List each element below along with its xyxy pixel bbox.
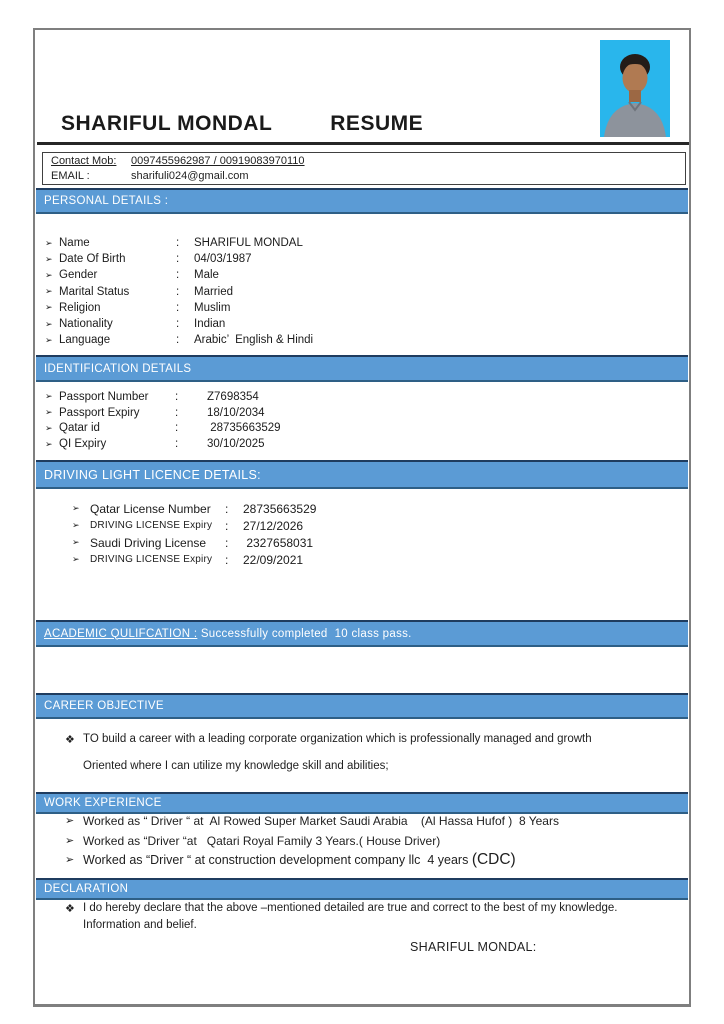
arrow-bullet-icon: ➢ [45,407,53,418]
contact-mobile-value: 0097455962987 / 00919083970110 [131,155,305,167]
academic-qualification-heading: ACADEMIC QULIFCATION : [44,627,198,640]
arrow-bullet-icon: ➢ [45,286,53,297]
contact-mobile-row [43,154,685,169]
arrow-bullet-icon: ➢ [72,554,80,564]
section-header-declaration [36,878,688,900]
driving-licence-list [35,500,685,568]
career-objective-line-1: ❖ TO build a career with a leading corporate organization which is professionally managed and growth [65,733,592,746]
contact-box [42,152,686,185]
arrow-bullet-icon: ➢ [65,815,75,827]
driving-licence-heading: DRIVING LIGHT LICENCE DETAILS: [44,467,261,482]
section-header-career-objective [36,693,688,719]
arrow-bullet-icon: ➢ [45,391,53,402]
arrow-bullet-icon: ➢ [72,520,80,530]
diamond-bullet-icon: ❖ [65,903,75,915]
career-objective-heading: CAREER OBJECTIVE [44,700,164,712]
list-item: ➢ Gender : Male [35,267,685,283]
career-objective-line-2: Oriented where I can utilize my knowledge skill and abilities; [83,760,389,772]
list-item: ➢ Name : SHARIFUL MONDAL [35,235,685,251]
list-item: ➢ Qatar License Number : 28735663529 [35,500,685,517]
list-item: ➢ DRIVING LICENSE Expiry : 27/12/2026 [35,517,685,534]
list-item: ➢ Nationality : Indian [35,316,685,332]
arrow-bullet-icon: ➢ [65,835,75,847]
section-header-academic-qualification [36,620,688,647]
profile-photo [600,40,670,137]
contact-email-row [43,169,685,184]
list-item: ➢ DRIVING LICENSE Expiry : 22/09/2021 [35,551,685,568]
work-experience-item: ➢ Worked as “Driver “ at construction development company llc 4 years (CDC) [65,851,516,868]
arrow-bullet-icon: ➢ [45,334,53,345]
list-item: ➢ Marital Status : Married [35,284,685,300]
arrow-bullet-icon: ➢ [65,854,75,866]
work-experience-item: ➢ Worked as “ Driver “ at Al Rowed Super Market Saudi Arabia (Al Hassa Hufof ) 8 Years [65,814,559,828]
arrow-bullet-icon: ➢ [45,422,53,433]
declaration-line-2: Information and belief. [83,919,197,931]
resume-label: RESUME [330,112,424,135]
list-item: ➢ QI Expiry : 30/10/2025 [35,436,685,452]
contact-email-value: sharifuli024@gmail.com [131,170,249,182]
arrow-bullet-icon: ➢ [72,503,80,513]
declaration-heading: DECLARATION [44,883,129,895]
document-title [61,112,423,136]
section-header-driving-licence-details [36,460,688,489]
arrow-bullet-icon: ➢ [45,237,53,248]
list-item: ➢ Passport Expiry : 18/10/2034 [35,405,685,421]
resume-page [33,28,691,1007]
list-item: ➢ Saudi Driving License : 2327658031 [35,534,685,551]
arrow-bullet-icon: ➢ [45,302,53,313]
profile-photo-image [600,40,670,137]
title-underline [37,142,689,145]
declaration-line-1: ❖ I do hereby declare that the above –mentioned detailed are true and correct to the best of my knowledge. [65,902,618,915]
section-header-identification-details [36,355,688,382]
arrow-bullet-icon: ➢ [45,269,53,280]
list-item: ➢ Religion : Muslim [35,300,685,316]
contact-email-label: EMAIL : [51,170,90,182]
academic-qualification-text: Successfully completed 10 class pass. [197,627,412,640]
arrow-bullet-icon: ➢ [45,253,53,264]
list-item: ➢ Qatar id : 28735663529 [35,421,685,437]
identification-details-heading: IDENTIFICATION DETAILS [44,362,192,375]
work-experience-item: ➢ Worked as “Driver “at Qatari Royal Family 3 Years.( House Driver) [65,834,441,848]
signature-name: SHARIFUL MONDAL: [410,940,537,954]
section-header-work-experience [36,792,688,814]
work-experience-heading: WORK EXPERIENCE [44,797,162,809]
arrow-bullet-icon: ➢ [45,318,53,329]
diamond-bullet-icon: ❖ [65,734,75,746]
arrow-bullet-icon: ➢ [72,537,80,547]
personal-details-list [35,235,685,348]
section-header-personal-details [36,188,688,214]
identification-details-list [35,389,685,452]
list-item: ➢ Language : Arabic’ English & Hindi [35,332,685,348]
list-item: ➢ Date Of Birth : 04/03/1987 [35,251,685,267]
personal-details-heading: PERSONAL DETAILS : [44,195,169,207]
list-item: ➢ Passport Number : Z7698354 [35,389,685,405]
person-name: SHARIFUL MONDAL [61,112,273,135]
contact-mobile-label: Contact Mob: [51,155,117,167]
arrow-bullet-icon: ➢ [45,438,53,449]
